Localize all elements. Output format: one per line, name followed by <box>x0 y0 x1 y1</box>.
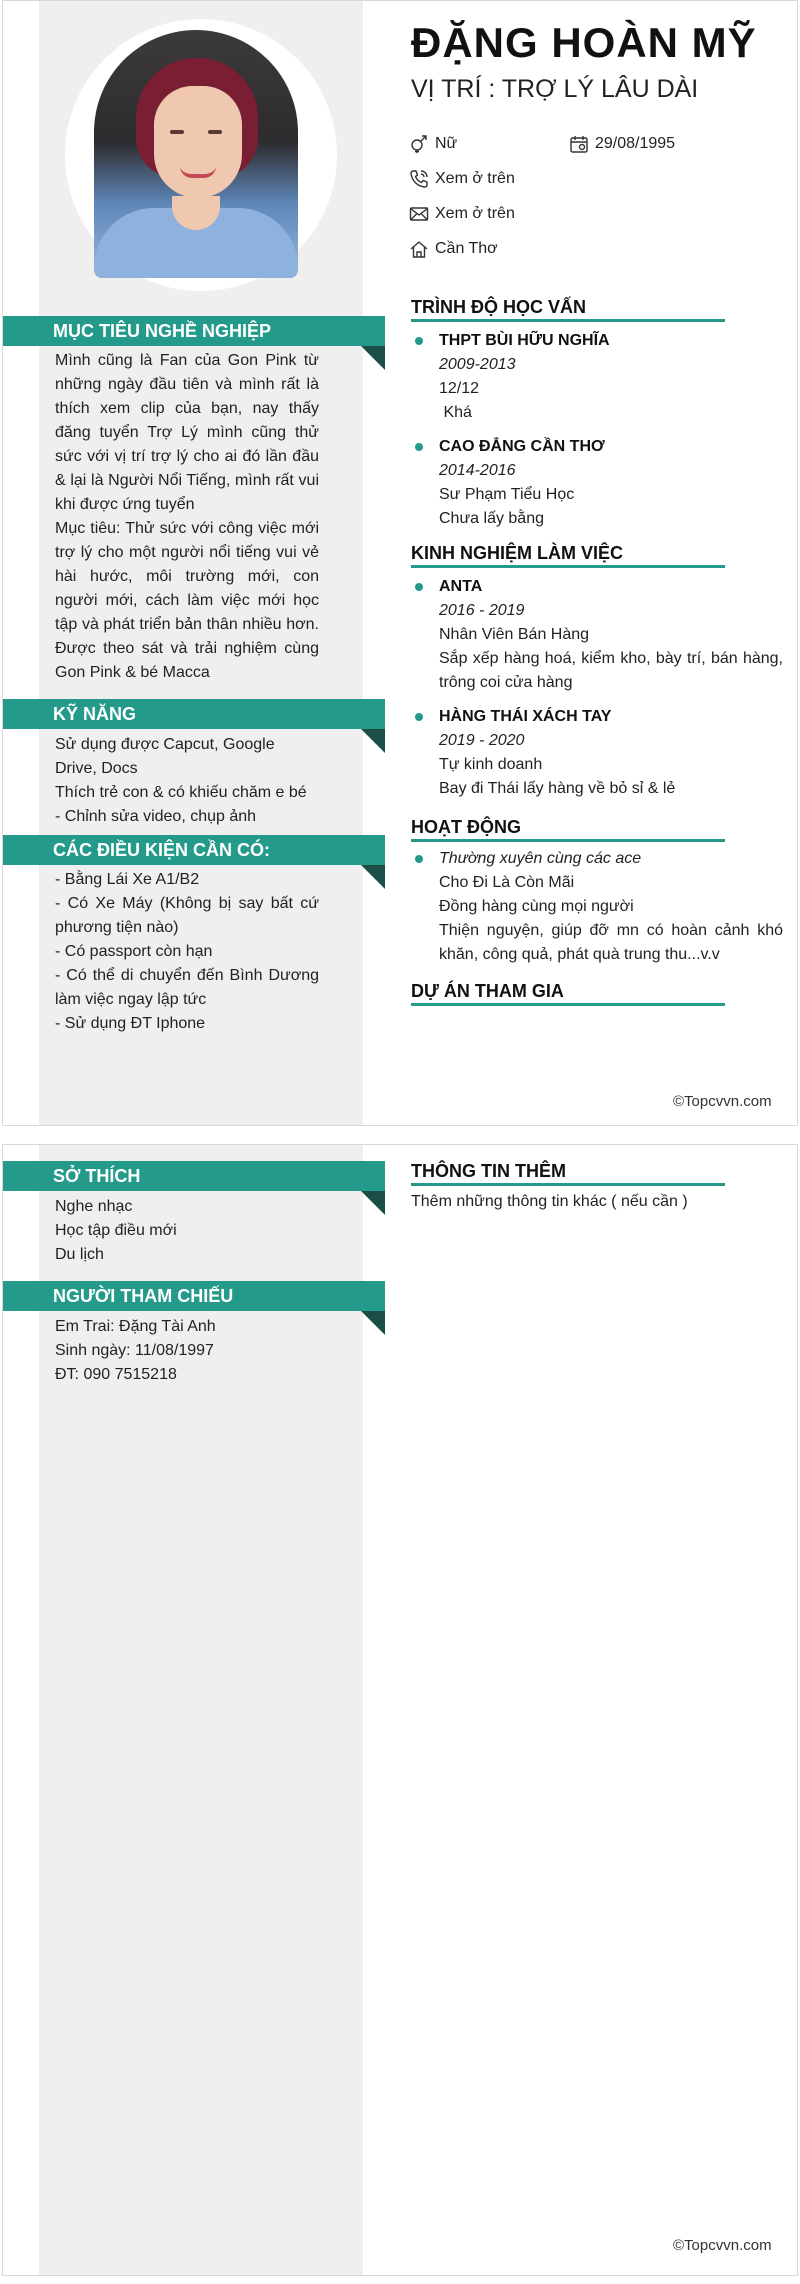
phone-icon <box>409 169 429 189</box>
references-banner-tail <box>361 1311 385 1335</box>
experience-entry <box>413 575 783 695</box>
gender-info <box>409 134 457 154</box>
email-info <box>409 204 515 224</box>
cv-page-1 <box>2 0 798 1126</box>
entry-time: 2014-2016 <box>439 462 516 479</box>
address-info <box>409 239 498 259</box>
conditions-banner-tail <box>361 865 385 889</box>
candidate-position: VỊ TRÍ : TRỢ LÝ LÂU DÀI <box>411 75 699 103</box>
entry-line: Khá <box>439 404 472 421</box>
footer-credit[interactable]: ©Topcvvn.com <box>673 2237 772 2254</box>
birthday-info <box>569 134 675 154</box>
gender-value: Nữ <box>435 135 458 152</box>
objective-paragraph-1: Mình cũng là Fan của Gon Pink từ những ngày đầu tiên và mình rất là thích xem clip của bạn, nay thấy đăng tuyển Trợ Lý mình cũng thử sức với vị trí trợ lý cho ai đó lần đầu & lại là Người Nổi Tiếng, mình rất vui khi được ứng tuyển <box>55 352 319 513</box>
entry-line: Sắp xếp hàng hoá, kiểm kho, bày trí, bán hàng, trông coi cửa hàng <box>439 650 783 691</box>
skill-item: Sử dụng được Capcut, Google Drive, Docs <box>55 736 275 777</box>
phone-info <box>409 169 515 189</box>
avatar <box>94 30 298 278</box>
conditions-list <box>55 868 319 1036</box>
hobby-item: Du lịch <box>55 1246 104 1263</box>
hobby-item: Nghe nhạc <box>55 1198 133 1215</box>
footer-credit[interactable]: ©Topcvvn.com <box>673 1093 772 1110</box>
gender-icon <box>409 134 429 154</box>
timeline-dot <box>415 337 423 345</box>
hobbies-list <box>55 1195 319 1267</box>
condition-item: - Bằng Lái Xe A1/B2 <box>55 871 200 888</box>
skills-heading: KỸ NĂNG <box>3 699 385 729</box>
timeline-dot <box>415 583 423 591</box>
entry-line: Chưa lấy bằng <box>439 510 544 527</box>
reference-item: ĐT: 090 7515218 <box>55 1366 177 1383</box>
skills-list <box>55 733 319 829</box>
condition-item: - Có thể di chuyển đến Bình Dương làm việc ngay lập tức <box>55 967 319 1008</box>
entry-line: 12/12 <box>439 380 480 397</box>
skill-item: Thích trẻ con & có khiếu chăm e bé <box>55 784 307 801</box>
condition-item: - Có passport còn hạn <box>55 943 213 960</box>
entry-line: Nhân Viên Bán Hàng <box>439 626 590 643</box>
hobbies-heading: SỞ THÍCH <box>3 1161 385 1191</box>
timeline-dot <box>415 855 423 863</box>
extra-info-text: Thêm những thông tin khác ( nếu cần ) <box>411 1193 688 1210</box>
education-entry <box>413 435 783 531</box>
activity-entry <box>413 847 783 967</box>
entry-line: Bay đi Thái lấy hàng về bỏ sỉ & lẻ <box>439 780 676 797</box>
phone-value: Xem ở trên <box>435 170 515 187</box>
conditions-heading: CÁC ĐIỀU KIỆN CẦN CÓ: <box>3 835 385 865</box>
entry-line: Cho Đi Là Còn Mãi <box>439 874 575 891</box>
entry-time: 2016 - 2019 <box>439 602 525 619</box>
cv-page-2 <box>2 1144 798 2276</box>
objective-text <box>55 349 319 685</box>
entry-line: Tự kinh doanh <box>439 756 543 773</box>
hobby-item: Học tập điều mới <box>55 1222 177 1239</box>
timeline-dot <box>415 713 423 721</box>
entry-title: THPT BÙI HỮU NGHĨA <box>439 332 610 349</box>
entry-time: Thường xuyên cùng các ace <box>439 850 642 867</box>
education-heading: TRÌNH ĐỘ HỌC VẤN <box>411 297 725 322</box>
candidate-name: ĐẶNG HOÀN MỸ <box>411 19 757 66</box>
entry-line: Sư Phạm Tiểu Học <box>439 486 575 503</box>
envelope-icon <box>409 204 429 224</box>
education-entry <box>413 329 783 425</box>
entry-time: 2019 - 2020 <box>439 732 525 749</box>
birthday-value: 29/08/1995 <box>595 135 676 152</box>
entry-title: HÀNG THÁI XÁCH TAY <box>439 708 612 725</box>
entry-title: ANTA <box>439 578 483 595</box>
activities-heading: HOẠT ĐỘNG <box>411 817 725 842</box>
references-list <box>55 1315 319 1387</box>
condition-item: - Có Xe Máy (Không bị say bất cứ phương tiện nào) <box>55 895 319 936</box>
objective-paragraph-2: Mục tiêu: Thử sức với công việc mới trợ lý cho một người nổi tiếng vui vẻ hài hước, môi trường mới, con người mới, cách làm việc mới học tập và phát triển bản thân nhiều hơn. Được theo sát và trải nghiệm cùng Gon Pink & bé Macca <box>55 520 319 681</box>
hobbies-banner-tail <box>361 1191 385 1215</box>
timeline-dot <box>415 443 423 451</box>
entry-line: Đồng hàng cùng mọi người <box>439 898 634 915</box>
skills-banner-tail <box>361 729 385 753</box>
references-heading: NGƯỜI THAM CHIẾU <box>3 1281 385 1311</box>
address-value: Cần Thơ <box>435 240 498 257</box>
entry-line: Thiện nguyện, giúp đỡ mn có hoàn cảnh khó khăn, công quả, phát quà trung thu...v.v <box>439 922 783 963</box>
extra-info-heading: THÔNG TIN THÊM <box>411 1161 725 1186</box>
experience-entry <box>413 705 783 801</box>
entry-time: 2009-2013 <box>439 356 516 373</box>
experience-heading: KINH NGHIỆM LÀM VIỆC <box>411 543 725 568</box>
objective-heading: MỤC TIÊU NGHỀ NGHIỆP <box>3 316 385 346</box>
entry-title: CAO ĐẲNG CẦN THƠ <box>439 438 605 455</box>
calendar-icon <box>569 134 589 154</box>
reference-item: Em Trai: Đặng Tài Anh <box>55 1318 216 1335</box>
objective-banner-tail <box>361 346 385 370</box>
skill-item: - Chỉnh sửa video, chụp ảnh <box>55 808 257 825</box>
home-icon <box>409 239 429 259</box>
projects-heading: DỰ ÁN THAM GIA <box>411 981 725 1006</box>
reference-item: Sinh ngày: 11/08/1997 <box>55 1342 214 1359</box>
condition-item: - Sử dụng ĐT Iphone <box>55 1015 206 1032</box>
email-value: Xem ở trên <box>435 205 515 222</box>
